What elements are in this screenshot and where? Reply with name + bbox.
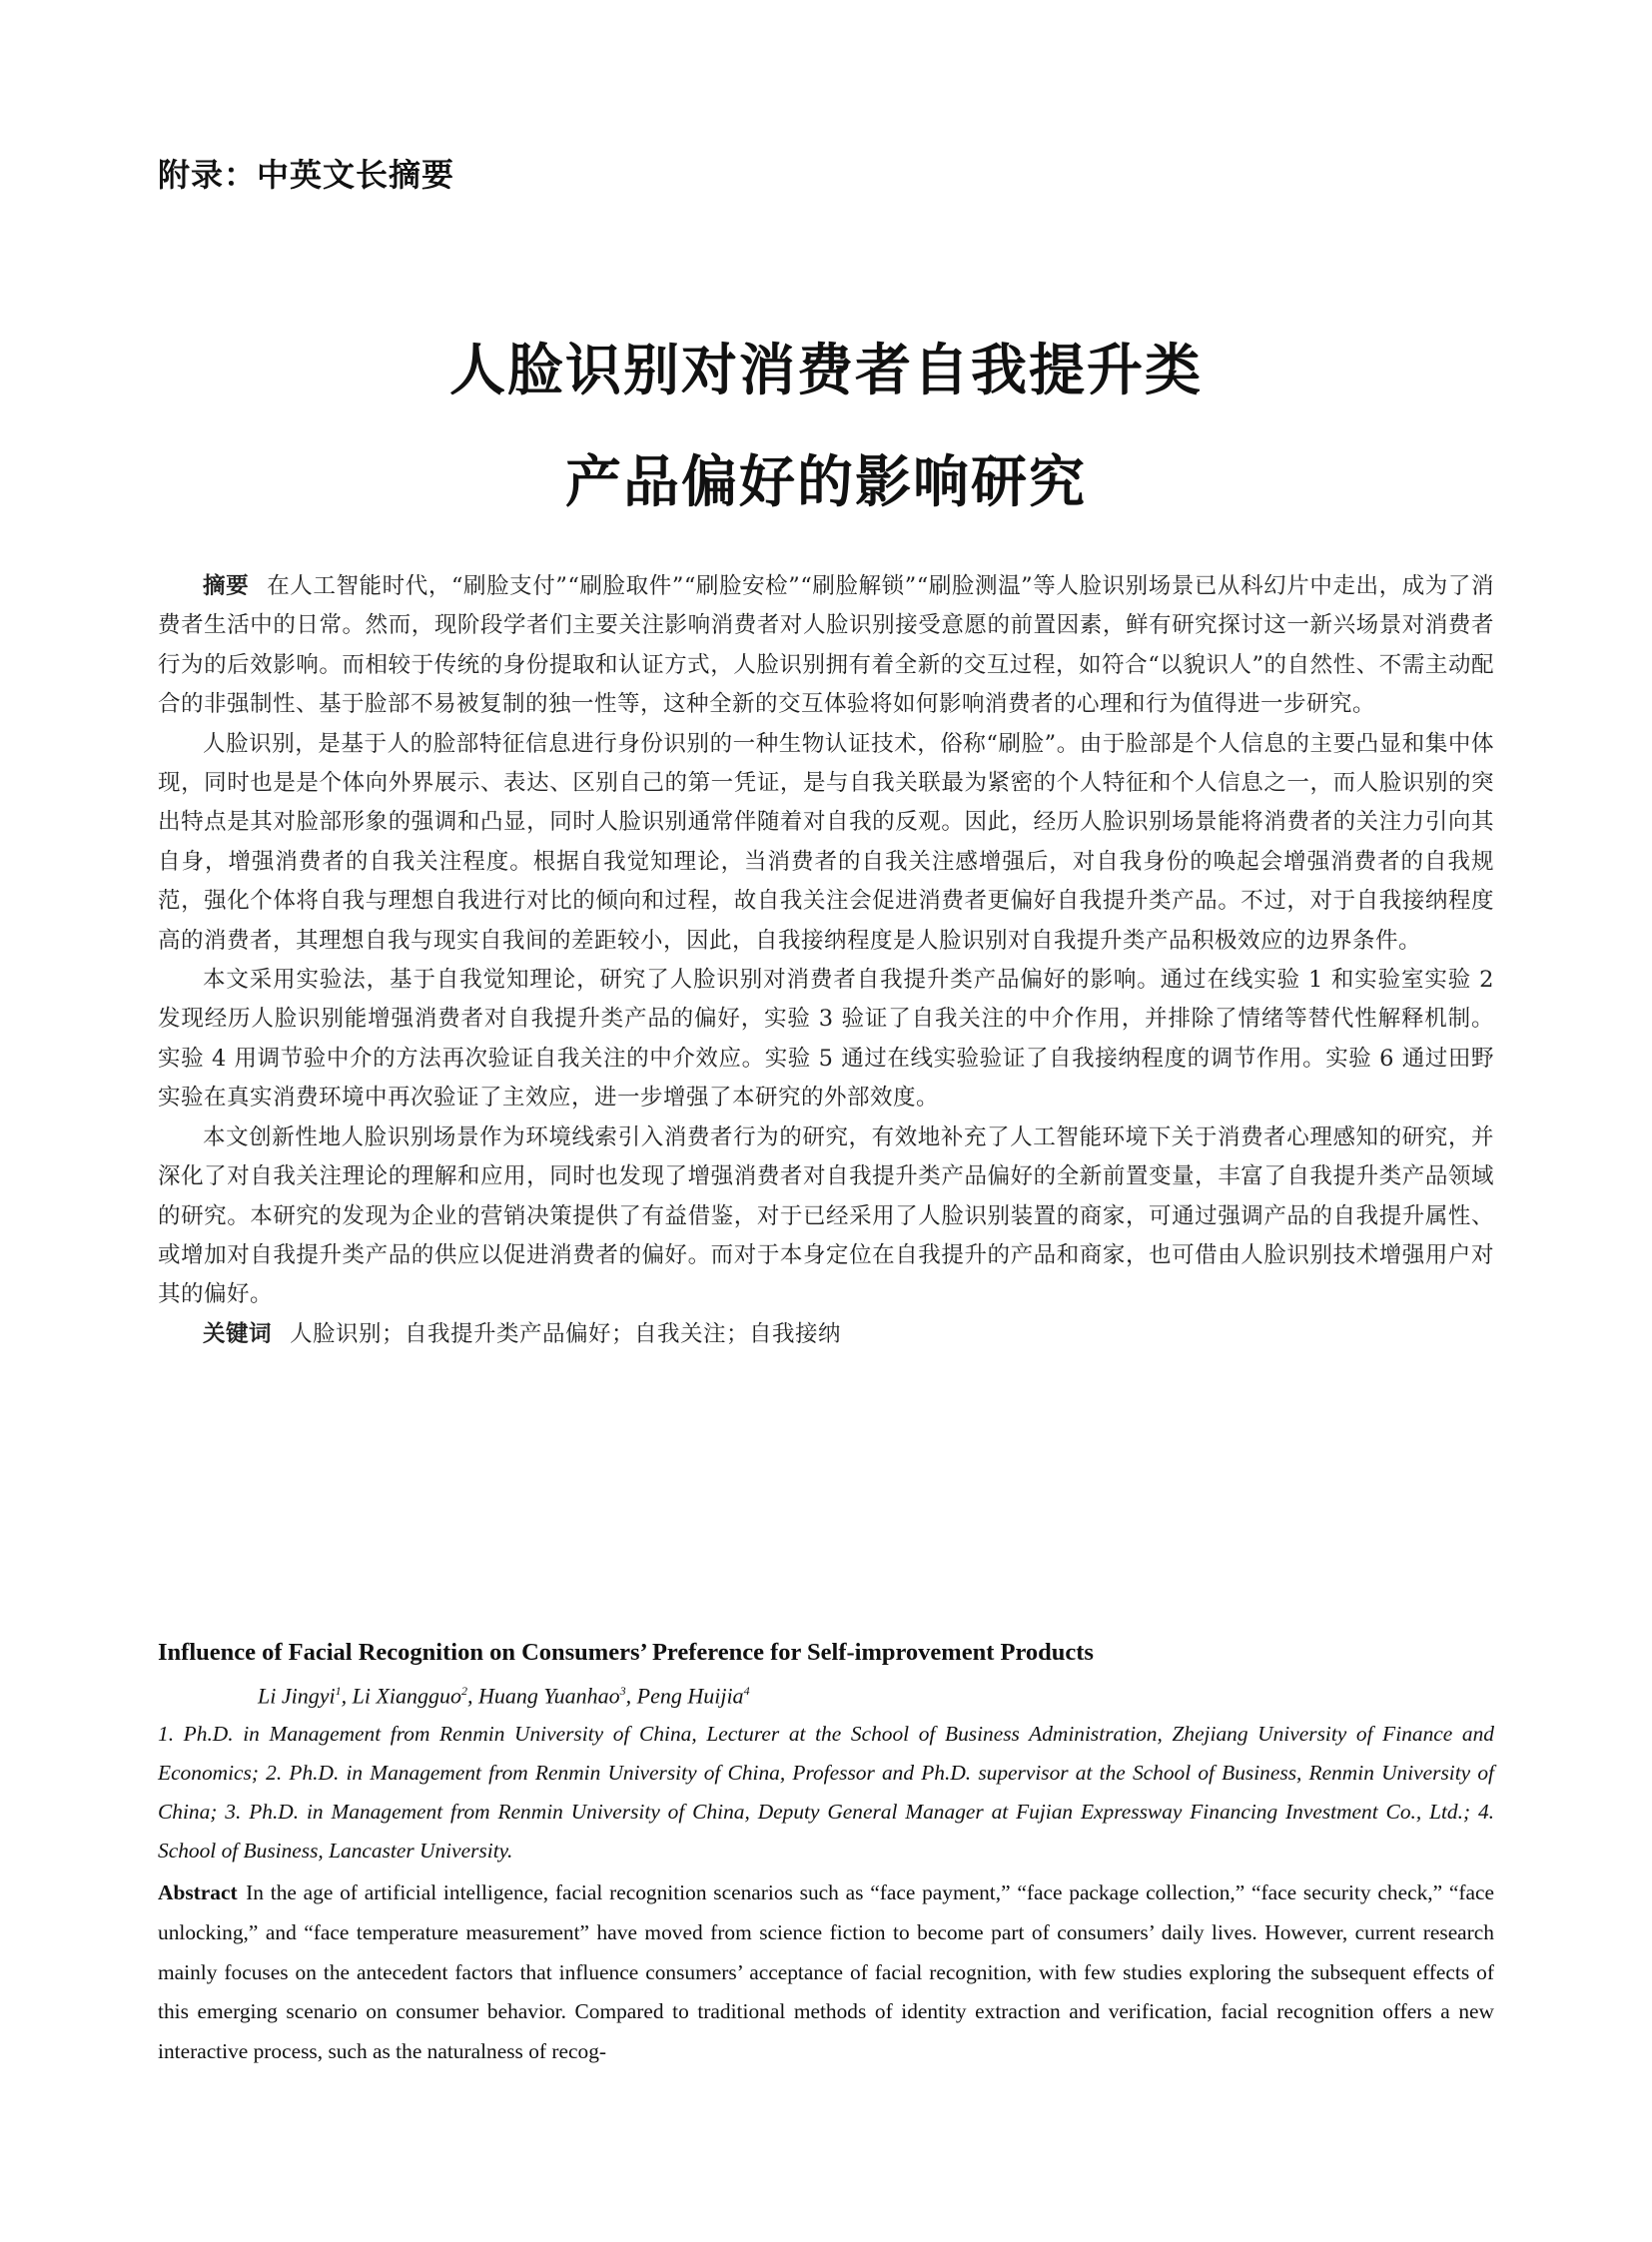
- paragraph-text: 在人工智能时代，“刷脸支付”“刷脸取件”“刷脸安检”“刷脸解锁”“刷脸测温”等人脸识别场景已从科幻片中走出，成为了消费者生活中的日常。然而，现阶段学者们主要关注影响消费者对人脸识别接受意愿的前置因素，鲜有研究探讨这一新兴场景对消费者行为的后效影响。而相较于传统的身份提取和认证方式，人脸识别拥有着全新的交互过程，如符合“以貌识人”的自然性、不需主动配合的非强制性、基于脸部不易被复制的独一性等，这种全新的交互体验将如何影响消费者的心理和行为值得进一步研究。: [158, 573, 1494, 718]
- author-name: Li Jingyi: [258, 1683, 336, 1709]
- author-name: Peng Huijia: [636, 1683, 744, 1709]
- english-abstract-label: Abstract: [158, 1880, 238, 1905]
- author-affiliations: 1. Ph.D. in Management from Renmin University of China, Lecturer at the School of Business Administration, Zhejiang University of Finance and Economics; 2. Ph.D. in Management from Renmin University of China, Professor and Ph.D. supervisor at the School of Business, Renmin University of China; 3. Ph.D. in Management from Renmin University of China, Deputy General Manager at Fujian Expressway Financing Investment Co., Ltd.; 4. School of Business, Lancaster University.: [158, 1722, 1494, 1864]
- author-separator: ,: [341, 1683, 353, 1709]
- author-affiliation-number: 1: [335, 1684, 342, 1698]
- author-name: Huang Yuanhao: [478, 1683, 620, 1709]
- author-affiliation-number: 2: [461, 1684, 468, 1698]
- keywords-label: 关键词: [203, 1320, 273, 1347]
- author-affiliation-number: 3: [619, 1684, 626, 1698]
- author-affiliation-number: 4: [743, 1684, 750, 1698]
- article-title: [158, 316, 1494, 539]
- author-name: Li Xiangguo: [352, 1683, 462, 1709]
- chinese-abstract: [158, 567, 1494, 1354]
- author-separator: ,: [625, 1683, 637, 1709]
- article-title-line-2: 产品偏好的影响研究: [565, 450, 1087, 515]
- keywords-line: [158, 1315, 1494, 1354]
- english-abstract: [158, 1873, 1494, 2071]
- keywords-text: 人脸识别；自我提升类产品偏好；自我关注；自我接纳: [290, 1320, 842, 1347]
- chinese-abstract-paragraph-3: 本文采用实验法，基于自我觉知理论，研究了人脸识别对消费者自我提升类产品偏好的影响。通过在线实验 1 和实验室实验 2 发现经历人脸识别能增强消费者对自我提升类产品的偏好，实验 3 验证了自我关注的中介作用，并排除了情绪等替代性解释机制。实验 4 用调节验中介的方法再次验证自我关注的中介效应。实验 5 通过在线实验验证了自我接纳程度的调节作用。实验 6 通过田野实验在真实消费环境中再次验证了主效应，进一步增强了本研究的外部效度。: [158, 967, 1494, 1112]
- author-list: [158, 1672, 1494, 1715]
- article-title-line-1: 人脸识别对消费者自我提升类: [449, 339, 1203, 403]
- author-separator: ,: [467, 1683, 479, 1709]
- chinese-abstract-paragraph-2: 人脸识别，是基于人的脸部特征信息进行身份识别的一种生物认证技术，俗称“刷脸”。由于脸部是个人信息的主要凸显和集中体现，同时也是是个体向外界展示、表达、区别自己的第一凭证，是与自我关联最为紧密的个人特征和个人信息之一，而人脸识别的突出特点是其对脸部形象的强调和凸显，同时人脸识别通常伴随着对自我的反观。因此，经历人脸识别场景能将消费者的关注力引向其自身，增强消费者的自我关注程度。根据自我觉知理论，当消费者的自我关注感增强后，对自我身份的唤起会增强消费者的自我规范，强化个体将自我与理想自我进行对比的倾向和过程，故自我关注会促进消费者更偏好自我提升类产品。不过，对于自我接纳程度高的消费者，其理想自我与现实自我间的差距较小，因此，自我接纳程度是人脸识别对自我提升类产品积极效应的边界条件。: [158, 730, 1494, 954]
- english-abstract-section: [158, 1634, 1494, 2071]
- appendix-heading: 附录：中英文长摘要: [158, 156, 455, 194]
- chinese-abstract-paragraph-4: 本文创新性地人脸识别场景作为环境线索引入消费者行为的研究，有效地补充了人工智能环境下关于消费者心理感知的研究，并深化了对自我关注理论的理解和应用，同时也发现了增强消费者对自我提升类产品偏好的全新前置变量，丰富了自我提升类产品领域的研究。本研究的发现为企业的营销决策提供了有益借鉴，对于已经采用了人脸识别装置的商家，可通过强调产品的自我提升属性、或增加对自我提升类产品的供应以促进消费者的偏好。而对于本身定位在自我提升的产品和商家，也可借由人脸识别技术增强用户对其的偏好。: [158, 1123, 1494, 1308]
- abstract-label: 摘要: [203, 573, 250, 599]
- english-title: Influence of Facial Recognition on Consumers’ Preference for Self-improvement Products: [158, 1639, 1094, 1666]
- chinese-abstract-paragraph-1: [158, 567, 1494, 725]
- english-abstract-text: In the age of artificial intelligence, facial recognition scenarios such as “face payment,” “face package collection,” “face security check,” “face unlocking,” and “face temperature measurement” have moved from science fiction to become part of consumers’ daily lives. However, current research mainly focuses on the antecedent factors that influence consumers’ acceptance of facial recognition, with few studies exploring the subsequent effects of this emerging scenario on consumer behavior. Compared to traditional methods of identity extraction and verification, facial recognition offers a new interactive process, such as the naturalness of recog-: [158, 1880, 1494, 2063]
